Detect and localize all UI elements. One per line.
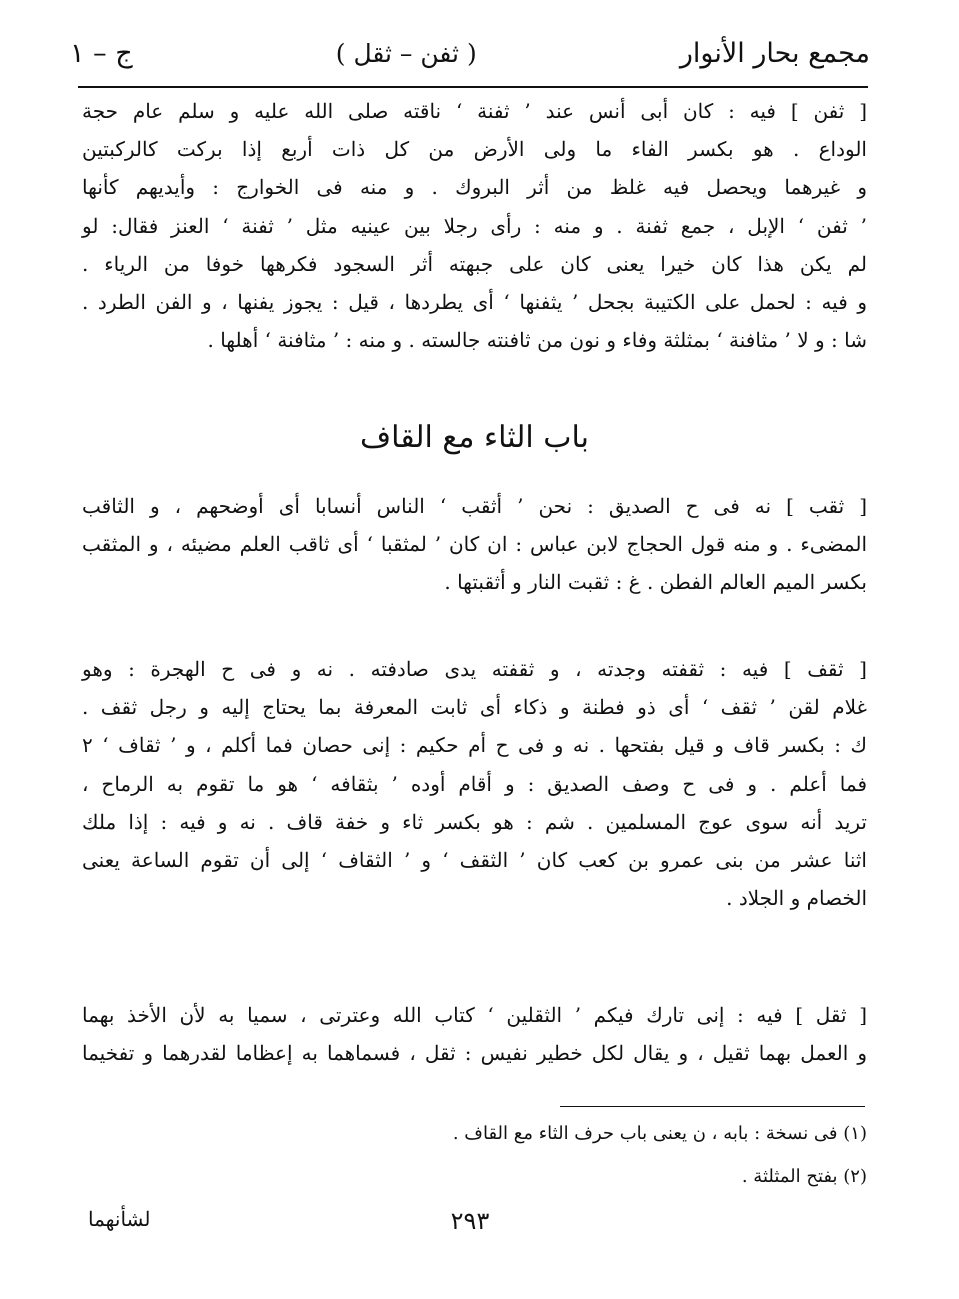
text-line: و فيه : لحمل على الكتيبة بجحل ’ يثفنها ‘ أى يطردها ، قيل : يجوز يفنها ، و الفن الطرد . <box>82 290 868 315</box>
text-line: شا : و لا ’ مثافنة ‘ بمثلثة وفاء و نون من ثافنته جالسته . و منه : ’ مثافنة ‘ أهلها . <box>207 328 867 353</box>
text-line: ’ ثفن ‘ الإبل ، جمع ثفنة . و منه : رأى رجلا بين عينيه مثل ’ ثفنة ‘ العنز فقال: لو <box>82 213 867 238</box>
catchword: لشأنهما <box>88 1207 151 1231</box>
text-line: فما أعلم . و فى ح وصف الصديق : و أقام أوده ’ بثقافه ‘ هو ما تقوم به الرماح ، <box>82 771 867 796</box>
text-line: تريد أنه سوى عوج المسلمين . شم : هو بكسر ثاء و خفة قاف . نه و فيه : إذا ملك <box>82 809 867 834</box>
text-line: و غيرهما ويحصل فيه غلظ من أثر البروك . و منه فى الخوارج : وأيديهم كأنها <box>82 175 867 200</box>
text-line: و العمل بهما ثقيل ، و يقال لكل خطير نفيس : ثقل ، فسماهما به إعظاما لقدرهما و تفخيما <box>82 1041 867 1066</box>
entry-thaql <box>82 996 867 1072</box>
header-rule <box>78 86 868 88</box>
text-line: المضىء . و منه قول الحجاج لابن عباس : ان كان ’ لمثقبا ‘ أى ثاقب العلم مضيئه ، و المثقب <box>82 532 867 557</box>
header-entry-range: ( ثفن – ثقل ) <box>335 38 477 68</box>
entry-thafn <box>82 92 867 359</box>
footnote-1: (١) فى نسخة : بابه ، ن يعنى باب حرف الثاء مع القاف . <box>452 1123 867 1144</box>
text-line: اثنا عشر من بنى عمرو بن كعب كان ’ الثقف ‘ و ’ الثقاف ‘ إلى أن تقوم الساعة يعنى <box>82 848 867 873</box>
entry-thaqb <box>82 487 867 602</box>
footnote-rule <box>560 1106 865 1107</box>
text-line: لم يكن هذا كان خيرا يعنى كان على جبهته أثر السجود فكرهها خوفا من الرياء . <box>82 251 867 276</box>
entry-thaqf <box>82 650 867 917</box>
header-book-title: مجمع بحار الأنوار <box>679 37 870 69</box>
text-line: الوداع . هو بكسر الفاء ما ولى الأرض من كل ذات أربع إذا بركت كالركبتين <box>82 137 867 162</box>
running-header <box>70 30 870 76</box>
text-line: [ ثقف ] فيه : ثقفته وجدته ، و ثقفته يدى صادفته . نه و فى ح الهجرة : وهو <box>82 657 867 681</box>
header-volume: ج – ۱ <box>70 37 133 69</box>
footnote-2: (٢) بفتح المثلثة . <box>741 1166 867 1187</box>
text-line: [ ثفن ] فيه : كان أبى أنس عند ’ ثفنة ‘ ناقته صلى الله عليه و سلم عام حجة <box>82 99 867 123</box>
text-line: بكسر الميم العالم الفطن . غ : ثقبت النار و أثقبتها . <box>444 570 867 595</box>
section-heading: باب الثاء مع القاف <box>359 420 590 455</box>
text-line: [ ثقب ] نه فى ح الصديق : نحن ’ أثقب ‘ الناس أنسابا أى أوضحهم ، و الثاقب <box>82 494 867 518</box>
page-footer <box>70 1207 870 1247</box>
text-line: غلام لقن ’ ثقف ‘ أى ذو فطنة و ذكاء أى ثابت المعرفة بما يحتاج إليه و رجل ثقف . <box>82 695 867 720</box>
text-line: [ ثقل ] فيه : إنى تارك فيكم ’ الثقلين ‘ كتاب الله وعترتى ، سميا به لأن الأخذ بهما <box>82 1003 867 1027</box>
footnotes <box>82 1112 867 1198</box>
page-number: ٢٩٣ <box>450 1207 490 1235</box>
text-line: الخصام و الجلاد . <box>726 886 867 911</box>
text-line: ك : بكسر قاف و قيل بفتحها . نه و فى ح أم حكيم : إنى حصان فما أكلم ، و ’ ثقاف ‘ ٢ <box>82 733 867 758</box>
